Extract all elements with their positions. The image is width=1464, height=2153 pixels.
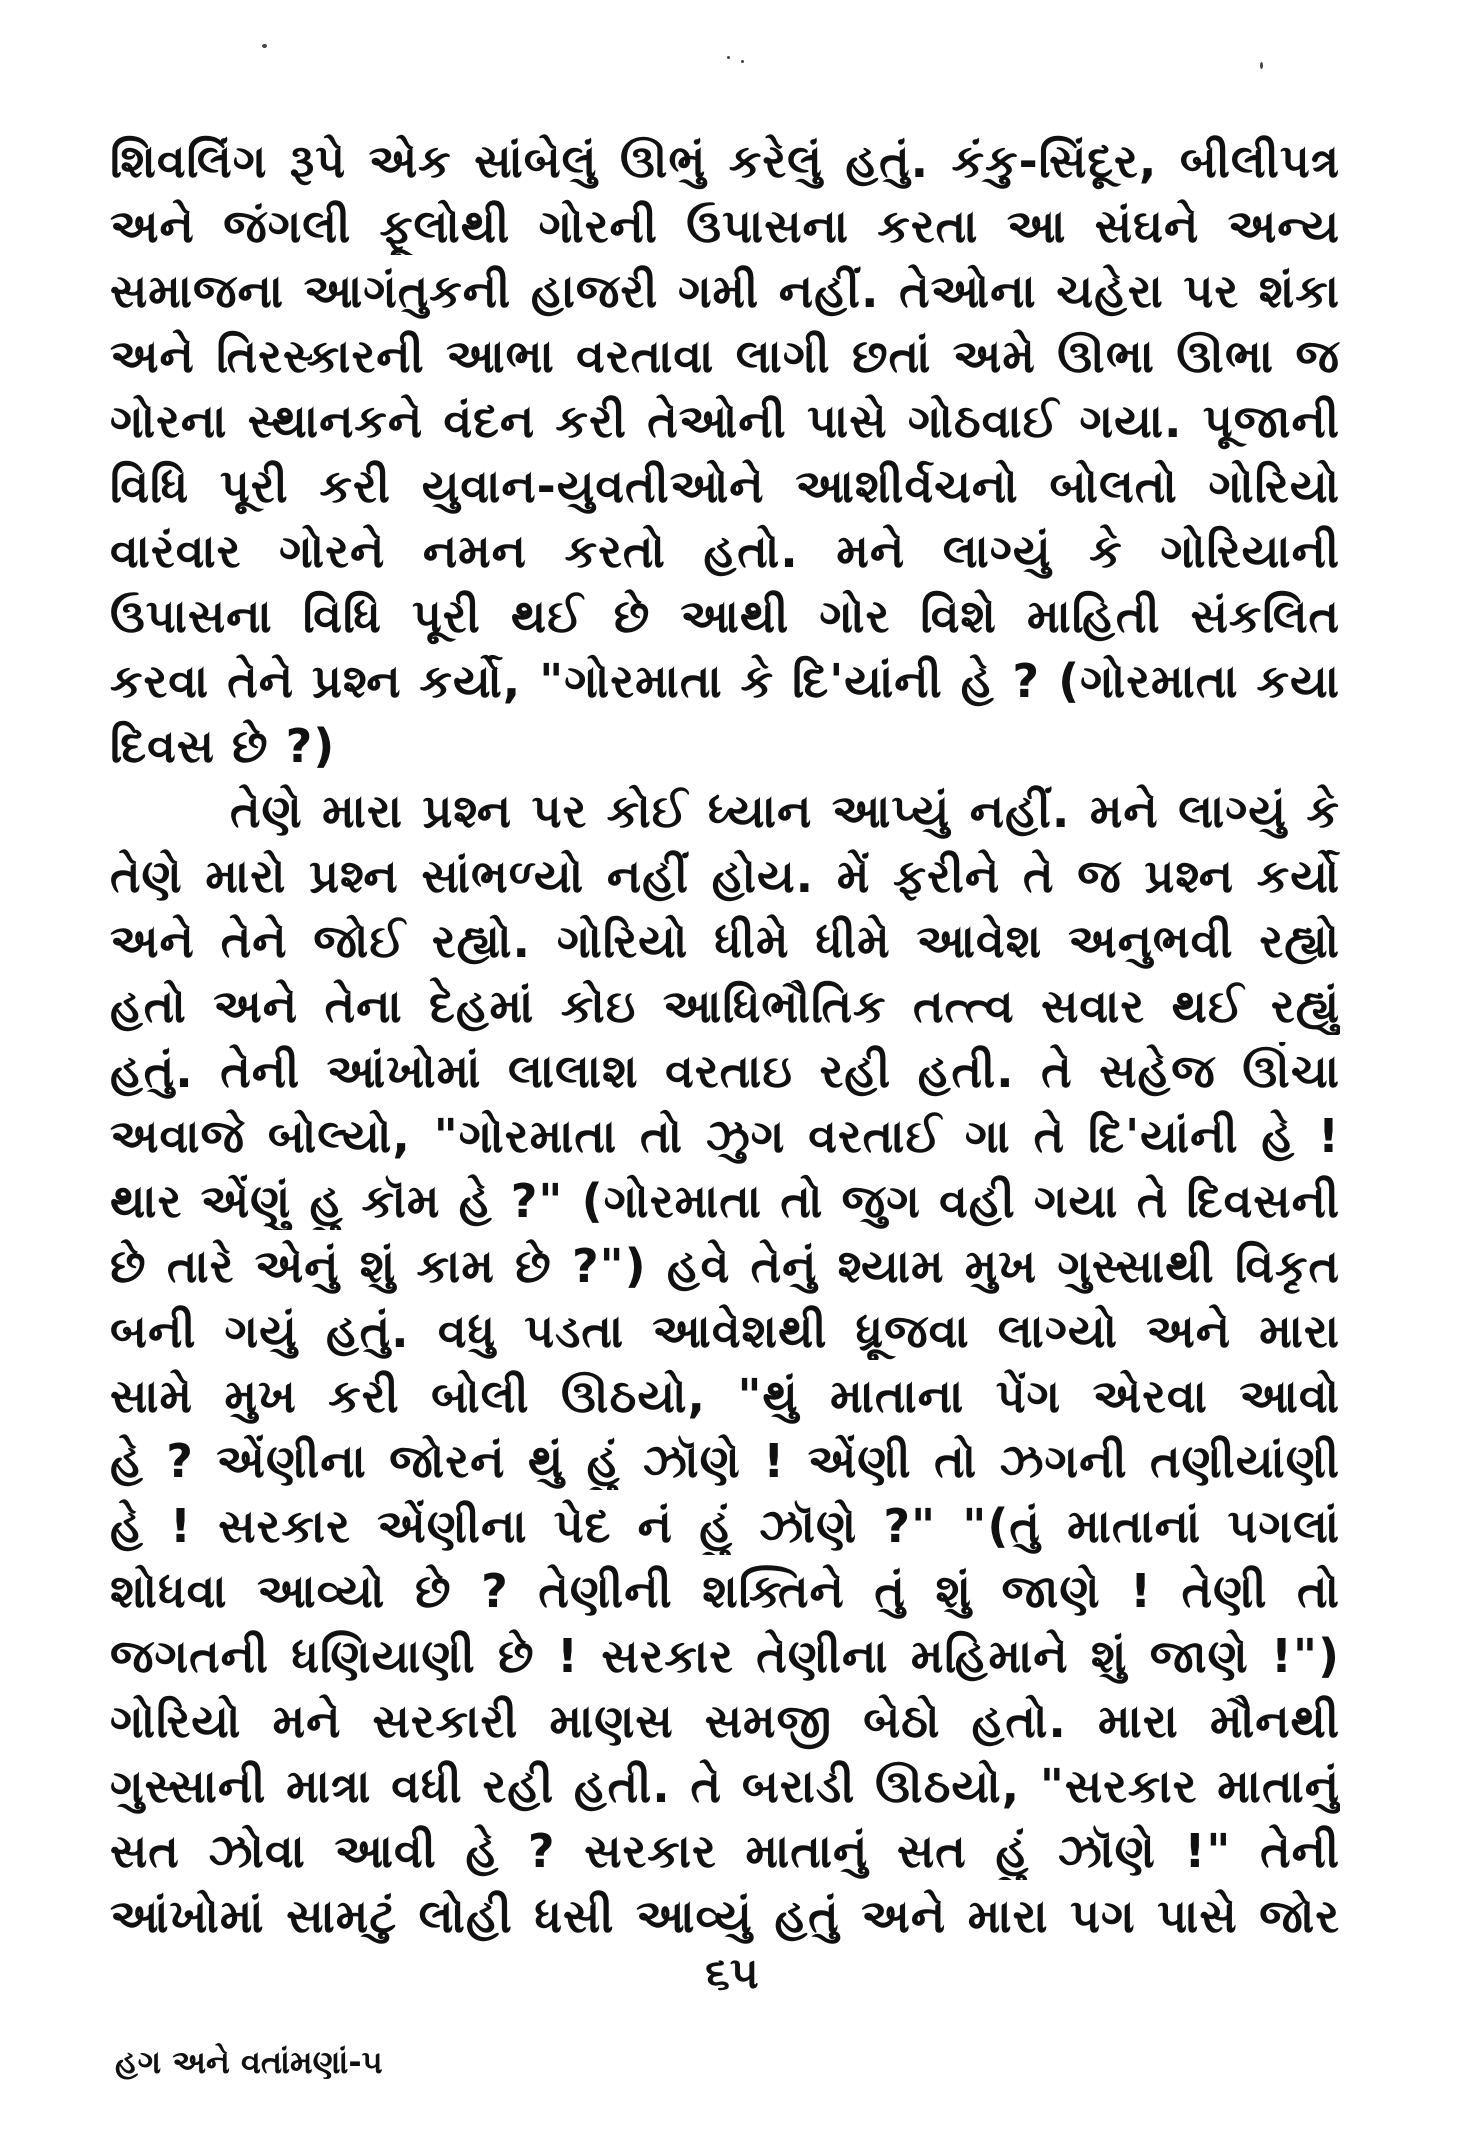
book-footer: હગ અને વતાંમણાં-૫ [115, 2043, 383, 2081]
body-text-line: છે તારે એનું શું કામ છે ?") હવે તેનું શ્યામ મુખ ગુસ્સાથી વિકૃત [110, 1239, 1340, 1293]
body-text-line: આંખોમાં સામટું લોહી ધસી આવ્યું હતું અને મારા પગ પાસે જોર [110, 1889, 1340, 1943]
scan-specks [0, 0, 1464, 120]
body-text-line: હતું. તેની આંખોમાં લાલાશ વરતાઇ રહી હતી. તે સહેજ ઊંચા [110, 1044, 1340, 1098]
body-text-line: હતો અને તેના દેહમાં કોઇ આધિભૌતિક તત્ત્વ સવાર થઈ રહ્યું [110, 979, 1340, 1033]
body-text-line: હે ! સરકાર એંણીના પેદ નં હું ઝૉણે ?" "(તું માતાનાં પગલાં [110, 1499, 1340, 1553]
body-text-line: ગોરિયો મને સરકારી માણસ સમજી બેઠો હતો. મારા મૌનથી [110, 1694, 1340, 1748]
body-text-line: અને તેને જોઈ રહ્યો. ગોરિયો ધીમે ધીમે આવેશ અનુભવી રહ્યો [110, 914, 1340, 968]
body-text-line: શિવલિંગ રૂપે એક સાંબેલું ઊભું કરેલું હતું. કંકુ-સિંદૂર, બીલીપત્ર [110, 134, 1340, 188]
body-text-line: અવાજે બોલ્યો, "ગોરમાતા તો ઝુગ વરતાઈ ગા તે દિ'યાંની હે ! [110, 1109, 1340, 1163]
scan-speck [741, 60, 744, 63]
body-text-line: શોધવા આવ્યો છે ? તેણીની શક્તિને તું શું જાણે ! તેણી તો [110, 1564, 1340, 1618]
body-text-line: સામે મુખ કરી બોલી ઊઠયો, "થું માતાના પેંગ એરવા આવો [110, 1369, 1340, 1423]
body-text-line: વિધિ પૂરી કરી યુવાન-યુવતીઓને આશીર્વચનો બોલતો ગોરિયો [110, 459, 1340, 513]
body-text-line: અને તિરસ્કારની આભા વરતાવા લાગી છતાં અમે ઊભા ઊભા જ [110, 329, 1340, 383]
body-text-line: ગુસ્સાની માત્રા વધી રહી હતી. તે બરાડી ઊઠયો, "સરકાર માતાનું [110, 1759, 1340, 1813]
page-number: ૬૫ [705, 1948, 759, 1999]
body-text-line: સમાજના આગંતુકની હાજરી ગમી નહીં. તેઓના ચહેરા પર શંકા [110, 264, 1340, 318]
body-text-line: ઉપાસના વિધિ પૂરી થઈ છે આથી ગોર વિશે માહિતી સંકલિત [110, 589, 1340, 643]
body-text-line: વારંવાર ગોરને નમન કરતો હતો. મને લાગ્યું કે ગોરિયાની [110, 524, 1340, 578]
body-text-line: ગોરના સ્થાનકને વંદન કરી તેઓની પાસે ગોઠવાઈ ગયા. પૂજાની [110, 394, 1340, 448]
body-text-line: બની ગયું હતું. વધુ પડતા આવેશથી ધ્રૂજવા લાગ્યો અને મારા [110, 1304, 1340, 1358]
body-text-line: દિવસ છે ?) [110, 719, 336, 773]
scan-speck [1260, 62, 1263, 69]
scan-speck [262, 44, 267, 48]
body-text-line: અને જંગલી ફૂલોથી ગોરની ઉપાસના કરતા આ સંઘને અન્ય [110, 199, 1340, 253]
scan-speck [727, 56, 730, 59]
body-text-line: જગતની ધણિયાણી છે ! સરકાર તેણીના મહિમાને શું જાણે !") [110, 1629, 1340, 1683]
body-text-line: હે ? એંણીના જોરનં થું હું ઝૉણે ! એંણી તો ઝગની તણીયાંણી [110, 1434, 1340, 1488]
body-text-line: તેણે મારો પ્રશ્ન સાંભળ્યો નહીં હોય. મેં ફરીને તે જ પ્રશ્ન કર્યો [110, 849, 1340, 903]
body-text-line: સત ઝોવા આવી હે ? સરકાર માતાનું સત હું ઝૉણે !" તેની [110, 1824, 1340, 1878]
paragraph-first-line: તેણે મારા પ્રશ્ન પર કોઈ ધ્યાન આપ્યું નહીં. મને લાગ્યું કે [230, 784, 1340, 838]
body-text-line: કરવા તેને પ્રશ્ન કર્યો, "ગોરમાતા કે દિ'યાંની હે ? (ગોરમાતા કયા [110, 654, 1340, 708]
body-text-line: થાર એંણું હુ કૉમ હે ?" (ગોરમાતા તો જુગ વહી ગયા તે દિવસની [110, 1174, 1340, 1228]
